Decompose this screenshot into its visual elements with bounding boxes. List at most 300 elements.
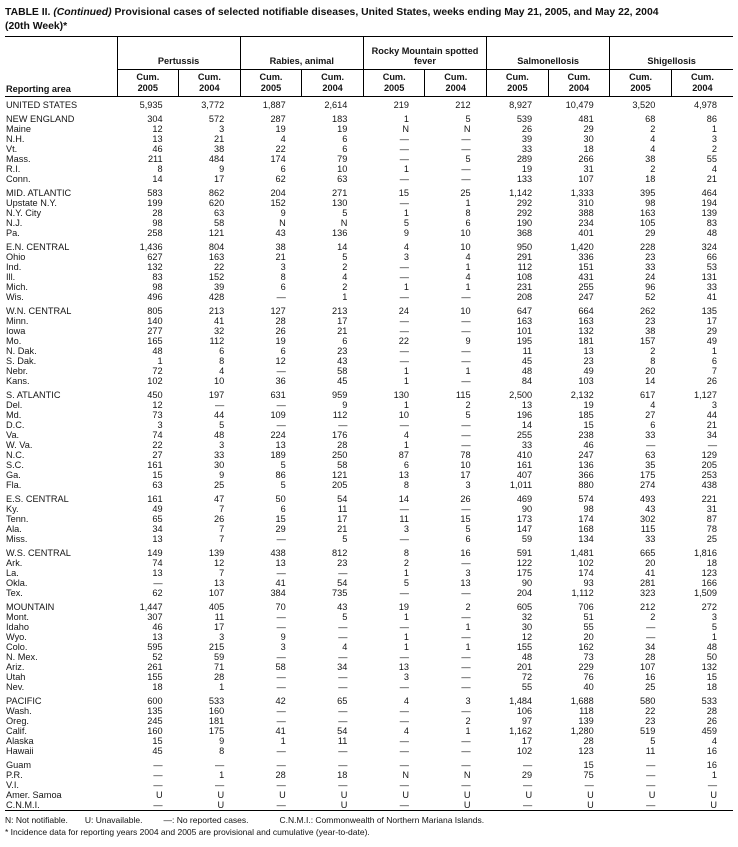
reporting-area: UNITED STATES <box>6 100 78 111</box>
table-row <box>5 316 733 326</box>
case-count: 1 <box>465 622 471 633</box>
case-count: 1 <box>219 770 225 781</box>
case-count: 13 <box>583 346 594 357</box>
case-count: 66 <box>706 252 717 263</box>
case-count: 310 <box>578 198 594 209</box>
reporting-area: Colo. <box>6 642 28 653</box>
case-count: 162 <box>578 642 594 653</box>
reporting-area: N.Y. City <box>6 208 42 219</box>
table-row <box>5 800 733 811</box>
table-row <box>5 400 733 410</box>
table-row <box>5 588 733 598</box>
case-count: — <box>399 272 409 283</box>
case-count: 459 <box>701 726 717 737</box>
case-count: 1,011 <box>509 480 533 491</box>
case-count: 5 <box>342 534 348 545</box>
case-count: 23 <box>645 252 656 263</box>
case-count: 13 <box>152 134 163 145</box>
table-row <box>5 662 733 672</box>
column-group-header: Shigellosis <box>610 37 733 70</box>
table-row <box>5 174 733 184</box>
case-count: 24 <box>398 306 409 317</box>
case-count: — <box>153 780 163 791</box>
reporting-area: D.C. <box>6 420 25 431</box>
case-count: 90 <box>521 504 533 515</box>
case-count: 109 <box>270 410 286 421</box>
case-count: 292 <box>516 198 533 209</box>
case-count: 10,479 <box>565 100 594 111</box>
case-count: 76 <box>583 672 594 683</box>
case-count: — <box>461 144 471 155</box>
case-count: 130 <box>393 390 409 401</box>
case-count: 165 <box>147 336 163 347</box>
case-count: 261 <box>147 662 163 673</box>
case-count: — <box>522 780 533 791</box>
case-count: 52 <box>152 652 163 663</box>
case-count: 493 <box>640 494 656 505</box>
case-count: 157 <box>640 336 656 347</box>
reporting-area: V.I. <box>6 780 19 791</box>
case-count: 8,927 <box>509 100 533 111</box>
case-count: 25 <box>460 188 471 199</box>
reporting-area: Ala. <box>6 524 22 535</box>
case-count: — <box>276 400 286 411</box>
case-count: 2 <box>650 612 656 623</box>
table-row <box>5 524 733 534</box>
legend-not-notifiable: N: Not notifiable. <box>5 815 68 826</box>
case-count: 9 <box>403 228 409 239</box>
cumulative-year-header: Cum. 2005 <box>610 70 672 97</box>
table-title-line2: (20th Week)* <box>5 20 68 32</box>
case-count: 93 <box>583 578 594 589</box>
case-count: 35 <box>645 460 656 471</box>
case-count: 428 <box>208 292 225 303</box>
case-count: 30 <box>583 134 594 145</box>
case-count: — <box>276 780 286 791</box>
case-count: 17 <box>213 622 225 633</box>
case-count: 175 <box>516 568 533 579</box>
case-count: 600 <box>147 696 163 707</box>
case-count: 5 <box>403 578 409 589</box>
case-count: 1 <box>403 208 409 219</box>
case-count: 102 <box>516 746 533 757</box>
case-count: 6 <box>403 460 409 471</box>
case-count: 201 <box>516 662 533 673</box>
case-count: 1 <box>711 346 717 357</box>
case-count: 4 <box>711 164 717 175</box>
case-count: 12 <box>213 558 225 569</box>
case-count: 161 <box>516 460 533 471</box>
case-count: 14 <box>152 174 163 185</box>
case-count: 54 <box>337 726 348 737</box>
case-count: 401 <box>578 228 594 239</box>
case-count: 62 <box>275 174 286 185</box>
case-count: 14 <box>645 376 656 387</box>
table-row <box>5 760 733 770</box>
case-count: 108 <box>516 272 533 283</box>
reporting-area: Vt. <box>6 144 18 155</box>
case-count: 255 <box>578 282 594 293</box>
case-count: — <box>461 346 471 357</box>
reporting-area: Mass. <box>6 154 31 165</box>
reporting-area: Tenn. <box>6 514 29 525</box>
case-count: 13 <box>213 578 225 589</box>
case-count: 121 <box>208 228 225 239</box>
reporting-area: Okla. <box>6 578 28 589</box>
table-title-line1 <box>5 6 733 20</box>
case-count: 101 <box>516 326 533 337</box>
table-row <box>5 218 733 228</box>
table-row <box>5 282 733 292</box>
case-count: 804 <box>208 242 225 253</box>
case-count: 204 <box>516 588 533 599</box>
case-count: 26 <box>460 494 471 505</box>
case-count: — <box>461 356 471 367</box>
case-count: 3,520 <box>632 100 656 111</box>
case-count: 23 <box>583 356 594 367</box>
case-count: 1,447 <box>139 602 163 613</box>
case-count: 32 <box>213 326 225 337</box>
case-count: — <box>276 568 286 579</box>
table-row <box>5 652 733 662</box>
case-count: 805 <box>147 306 163 317</box>
reporting-area: Pa. <box>6 228 20 239</box>
case-count: 580 <box>640 696 656 707</box>
case-count: 234 <box>578 218 594 229</box>
case-count: 13 <box>152 568 163 579</box>
case-count: 735 <box>332 588 348 599</box>
case-count: 21 <box>275 252 286 263</box>
case-count: 10 <box>460 242 471 253</box>
table-row <box>5 306 733 316</box>
case-count: — <box>338 632 348 643</box>
case-count: 6 <box>280 282 286 293</box>
case-count: 5 <box>403 218 409 229</box>
case-count: 29 <box>645 228 656 239</box>
table-row <box>5 736 733 746</box>
case-count: 25 <box>645 682 656 693</box>
table-row <box>5 780 733 790</box>
case-count: 28 <box>152 208 163 219</box>
case-count: 55 <box>521 682 533 693</box>
case-count: — <box>399 198 409 209</box>
case-count: 16 <box>706 746 717 757</box>
case-count: 155 <box>147 672 163 683</box>
case-count: 38 <box>213 144 225 155</box>
case-count: 48 <box>706 228 717 239</box>
case-count: — <box>215 780 225 791</box>
case-count: — <box>276 612 286 623</box>
case-count: 98 <box>583 504 594 515</box>
case-count: 174 <box>270 154 286 165</box>
case-count: — <box>461 292 471 303</box>
case-count: 8 <box>403 480 409 491</box>
case-count: 2 <box>342 282 348 293</box>
case-count: 17 <box>521 736 533 747</box>
case-count: 3,772 <box>201 100 225 111</box>
case-count: 4 <box>342 272 348 283</box>
case-count: 5 <box>342 252 348 263</box>
case-count: 1 <box>711 770 717 781</box>
case-count: — <box>153 578 163 589</box>
case-count: 4 <box>650 400 656 411</box>
case-count: — <box>399 420 409 431</box>
reporting-area: Oreg. <box>6 716 29 727</box>
case-count: U <box>340 790 348 801</box>
case-count: 8 <box>280 272 286 283</box>
table-row <box>5 470 733 480</box>
case-count: 10 <box>460 228 471 239</box>
case-count: — <box>276 622 286 633</box>
case-count: 33 <box>521 440 533 451</box>
case-count: 336 <box>578 252 594 263</box>
case-count: 4 <box>403 726 409 737</box>
table-row <box>5 602 733 612</box>
case-count: 323 <box>640 588 656 599</box>
table-title-text: Provisional cases of selected notifiable diseases, United States, weeks ending May 21, 2005, and May 22, 2004 <box>114 7 659 18</box>
case-count: 86 <box>275 470 286 481</box>
case-count: — <box>461 316 471 327</box>
case-count: 1 <box>711 632 717 643</box>
case-count: 74 <box>152 430 163 441</box>
case-count: 6 <box>280 346 286 357</box>
case-count: 63 <box>152 480 163 491</box>
case-count: 41 <box>213 316 225 327</box>
case-count: 22 <box>152 440 163 451</box>
case-count: 28 <box>583 736 594 747</box>
case-count: 2 <box>342 262 348 273</box>
legend-cnmi: C.N.M.I.: Commonwealth of Northern Mariana Islands. <box>279 815 485 826</box>
case-count: — <box>461 420 471 431</box>
reporting-area: N.J. <box>6 218 23 229</box>
case-count: 11 <box>522 346 533 357</box>
case-count: 647 <box>516 306 533 317</box>
case-count: 16 <box>645 672 656 683</box>
case-count: 152 <box>208 272 225 283</box>
case-count: 45 <box>521 356 533 367</box>
reporting-area: S. ATLANTIC <box>6 390 61 401</box>
case-count: 5 <box>342 208 348 219</box>
case-count: — <box>461 632 471 643</box>
case-count: 28 <box>275 770 286 781</box>
case-count: — <box>522 800 533 811</box>
case-count: — <box>646 800 656 811</box>
case-count: — <box>276 534 286 545</box>
reporting-area: C.N.M.I. <box>6 800 40 811</box>
case-count: 70 <box>275 602 286 613</box>
case-count: 15 <box>583 760 594 771</box>
case-count: 19 <box>275 336 286 347</box>
case-count: 174 <box>578 568 594 579</box>
case-count: 83 <box>152 272 163 283</box>
table-row <box>5 770 733 780</box>
table-row <box>5 376 733 386</box>
case-count: 2 <box>403 558 409 569</box>
case-count: 11 <box>214 612 225 623</box>
case-count: 78 <box>460 450 471 461</box>
case-count: 59 <box>521 534 533 545</box>
case-count: 11 <box>337 504 348 515</box>
case-count: 287 <box>270 114 286 125</box>
case-count: 155 <box>516 642 533 653</box>
table-body <box>5 97 733 811</box>
case-count: 87 <box>398 450 409 461</box>
case-count: — <box>461 588 471 599</box>
case-count: 1,436 <box>139 242 163 253</box>
case-count: 34 <box>706 430 717 441</box>
case-count: — <box>461 612 471 623</box>
reporting-area: W. Va. <box>6 440 33 451</box>
case-count: 59 <box>213 652 225 663</box>
case-count: 1,887 <box>262 100 286 111</box>
case-count: 665 <box>640 548 656 559</box>
case-count: 266 <box>578 154 594 165</box>
case-count: 19 <box>337 124 348 135</box>
case-count: U <box>587 800 594 811</box>
case-count: 174 <box>578 514 594 525</box>
column-group-header: Rocky Mountain spotted fever <box>363 37 486 70</box>
case-count: 19 <box>583 400 594 411</box>
case-count: 29 <box>521 770 533 781</box>
case-count: 44 <box>706 410 717 421</box>
case-count: 98 <box>645 198 656 209</box>
case-count: — <box>215 760 225 771</box>
case-count: 3 <box>403 672 409 683</box>
case-count: 5,935 <box>139 100 163 111</box>
case-count: 190 <box>516 218 533 229</box>
case-count: 39 <box>213 282 225 293</box>
reporting-area: R.I. <box>6 164 21 175</box>
case-count: 6 <box>342 134 348 145</box>
case-count: 4 <box>403 430 409 441</box>
case-count: 11 <box>645 746 656 757</box>
case-count: 4 <box>342 642 348 653</box>
case-count: 48 <box>706 642 717 653</box>
case-count: 4 <box>711 736 717 747</box>
case-count: 28 <box>275 316 286 327</box>
case-count: 26 <box>706 716 717 727</box>
case-count: 107 <box>208 588 225 599</box>
case-count: — <box>399 262 409 273</box>
case-count: 163 <box>640 208 656 219</box>
case-count: — <box>461 706 471 717</box>
case-count: 74 <box>152 558 163 569</box>
table-row <box>5 228 733 238</box>
case-count: 4 <box>650 144 656 155</box>
case-count: — <box>399 652 409 663</box>
table-row <box>5 612 733 622</box>
case-count: 1 <box>403 164 409 175</box>
reporting-area: E.N. CENTRAL <box>6 242 70 253</box>
case-count: 307 <box>147 612 163 623</box>
case-count: 13 <box>275 440 286 451</box>
case-count: 1,280 <box>570 726 594 737</box>
case-count: 2 <box>465 602 471 613</box>
case-count: — <box>276 420 286 431</box>
case-count: U <box>710 800 717 811</box>
case-count: 1 <box>157 356 163 367</box>
case-count: 17 <box>213 174 225 185</box>
case-count: 247 <box>578 292 594 303</box>
case-count: 627 <box>147 252 163 263</box>
case-count: — <box>276 672 286 683</box>
case-count: 12 <box>275 356 286 367</box>
case-count: 9 <box>219 470 225 481</box>
table-row <box>5 144 733 154</box>
case-count: 139 <box>208 548 225 559</box>
case-count: — <box>399 292 409 303</box>
case-count: — <box>461 430 471 441</box>
case-count: 63 <box>337 174 348 185</box>
case-count: — <box>646 632 656 643</box>
case-count: 3 <box>465 696 471 707</box>
case-count: 4 <box>465 252 471 263</box>
case-count: 7 <box>219 568 225 579</box>
reporting-area: Md. <box>6 410 22 421</box>
case-count: 38 <box>275 242 286 253</box>
case-count: 58 <box>337 460 348 471</box>
case-count: 291 <box>516 252 533 263</box>
case-count: 229 <box>578 662 594 673</box>
case-count: U <box>525 790 533 801</box>
case-count: 5 <box>711 622 717 633</box>
case-count: 196 <box>516 410 533 421</box>
case-count: 1 <box>465 262 471 273</box>
case-count: — <box>399 356 409 367</box>
case-count: 34 <box>152 524 163 535</box>
case-count: U <box>217 800 225 811</box>
case-count: 6 <box>219 346 225 357</box>
case-count: 539 <box>516 114 533 125</box>
case-count: 44 <box>213 410 225 421</box>
case-count: 28 <box>706 706 717 717</box>
reporting-area: S.C. <box>6 460 24 471</box>
reporting-area: Mich. <box>6 282 28 293</box>
table-row <box>5 430 733 440</box>
case-count: 52 <box>645 292 656 303</box>
table-row <box>5 622 733 632</box>
case-count: 2 <box>650 346 656 357</box>
case-count: 15 <box>152 470 163 481</box>
reporting-area: Calif. <box>6 726 27 737</box>
case-count: 9 <box>342 400 348 411</box>
table-row <box>5 242 733 252</box>
case-count: 18 <box>706 558 717 569</box>
reporting-area: MID. ATLANTIC <box>6 188 72 199</box>
case-count: 213 <box>208 306 225 317</box>
case-count: 2,132 <box>570 390 594 401</box>
case-count: 706 <box>578 602 594 613</box>
reporting-area: Mo. <box>6 336 22 347</box>
case-count: — <box>461 746 471 757</box>
cumulative-year-header: Cum. 2005 <box>240 70 302 97</box>
case-count: 1 <box>465 282 471 293</box>
case-count: 9 <box>219 736 225 747</box>
case-count: 23 <box>337 346 348 357</box>
table-row <box>5 558 733 568</box>
case-count: 10 <box>398 410 409 421</box>
case-count: 181 <box>578 336 594 347</box>
case-count: 23 <box>337 558 348 569</box>
case-count: 10 <box>460 460 471 471</box>
reporting-area: Alaska <box>6 736 34 747</box>
case-count: 464 <box>701 188 717 199</box>
case-count: 97 <box>521 716 533 727</box>
table-row <box>5 726 733 736</box>
cumulative-year-header: Cum. 2004 <box>671 70 733 97</box>
case-count: — <box>276 800 286 811</box>
case-count: 9 <box>219 164 225 175</box>
